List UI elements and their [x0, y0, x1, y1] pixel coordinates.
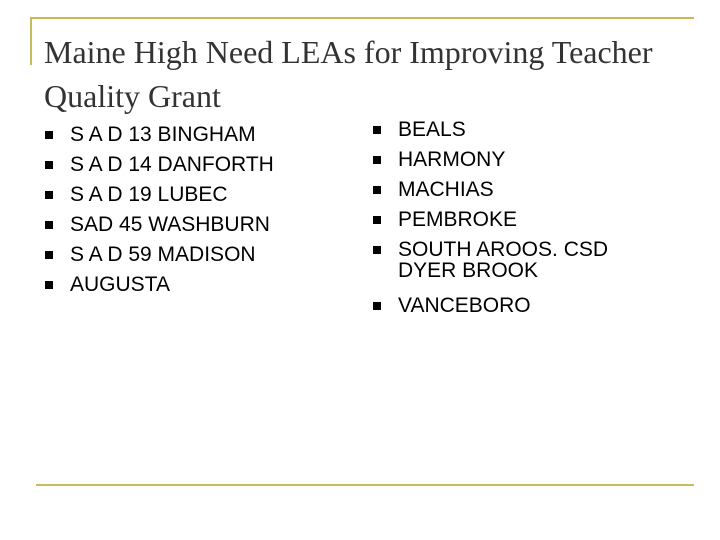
slide-title: Maine High Need LEAs for Improving Teacher Quality Grant [44, 34, 653, 114]
list-item [370, 239, 670, 295]
list-item [42, 274, 342, 304]
list-item-label: BEALS [398, 118, 466, 141]
list-item-label: HARMONY [398, 148, 506, 171]
list-item-label: VANCEBORO [398, 294, 531, 317]
list-item [42, 154, 342, 184]
square-bullet-icon [373, 156, 381, 164]
list-item-label: S A D 19 LUBEC [70, 183, 228, 206]
list-item-label: S A D 59 MADISON [70, 243, 256, 266]
right-lea-list [370, 119, 670, 325]
bottom-rule [36, 484, 694, 486]
square-bullet-icon [45, 191, 53, 199]
square-bullet-icon [45, 281, 53, 289]
square-bullet-icon [45, 161, 53, 169]
list-item [370, 209, 670, 239]
list-item-label: S A D 13 BINGHAM [70, 123, 256, 146]
list-item [370, 119, 670, 149]
square-bullet-icon [373, 186, 381, 194]
square-bullet-icon [45, 221, 53, 229]
list-item [42, 124, 342, 154]
square-bullet-icon [45, 131, 53, 139]
list-item-label: SAD 45 WASHBURN [70, 213, 270, 236]
list-item-label: SOUTH AROOS. CSD DYER BROOK [398, 238, 609, 282]
square-bullet-icon [373, 126, 381, 134]
list-item-label: S A D 14 DANFORTH [70, 153, 274, 176]
square-bullet-icon [45, 251, 53, 259]
list-item [370, 295, 670, 325]
list-item [42, 184, 342, 214]
square-bullet-icon [373, 302, 381, 310]
list-item-label: PEMBROKE [398, 208, 518, 231]
list-item [42, 214, 342, 244]
list-item [370, 179, 670, 209]
list-item-label: AUGUSTA [70, 273, 170, 296]
list-item [370, 149, 670, 179]
list-item-label: MACHIAS [398, 178, 494, 201]
list-item [42, 244, 342, 274]
left-rule [30, 17, 32, 65]
square-bullet-icon [373, 246, 381, 254]
left-lea-list [42, 124, 342, 304]
top-rule [30, 17, 694, 19]
square-bullet-icon [373, 216, 381, 224]
